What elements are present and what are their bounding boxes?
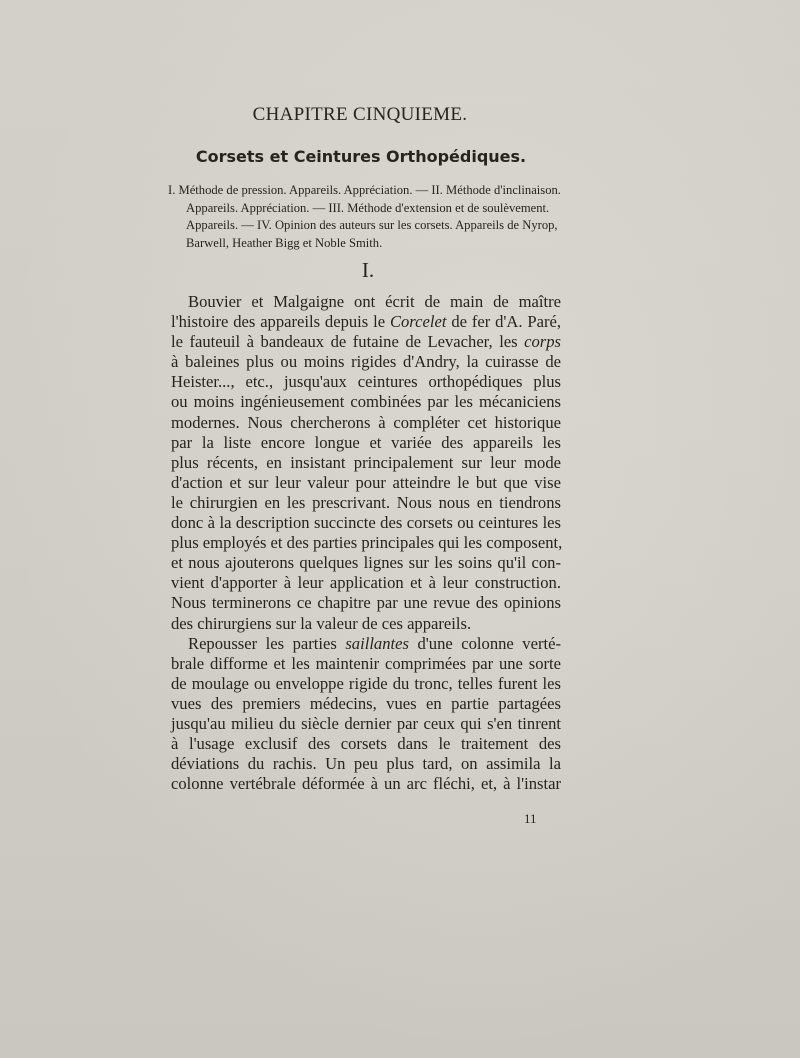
text-line: par la liste encore longue et variée des appareils les [171, 432, 561, 452]
italic-term: Corcelet [389, 312, 447, 332]
body-text [171, 292, 561, 794]
italic-term: corps [524, 332, 561, 352]
text-line: Nous terminerons ce chapitre par une revue des opinions [171, 593, 561, 613]
text-line: jusqu'au milieu du siècle dernier par ceux qui s'en tinrent [171, 713, 561, 733]
section-title: Corsets et Ceintures Orthopédiques. [195, 147, 527, 166]
summary-line: Appareils. — IV. Opinion des auteurs sur les corsets. Appareils de Nyrop, [186, 218, 558, 233]
italic-term: saillantes [345, 633, 409, 653]
text-line: Repousser les parties saillantes d'une colonne verté- [188, 633, 561, 653]
summary-line: Appareils. Appréciation. — III. Méthode d'extension et de soulèvement. [186, 200, 550, 215]
chapter-summary [168, 182, 560, 252]
page-number: 11 [524, 811, 537, 826]
summary-line: I. Méthode de pression. Appareils. Appréciation. — II. Méthode d'inclinaison. [168, 183, 561, 197]
text-line: d'action et sur leur valeur pour atteindre le but que vise [171, 472, 561, 492]
text-line: plus employés et des parties principales qui les composent, [171, 533, 563, 553]
text-line: le chirurgien en les prescrivant. Nous nous en tiendrons [171, 492, 561, 512]
text-line: des chirurgiens sur la valeur de ces appareils. [171, 613, 472, 633]
text-line: vient d'apporter à leur application et à leur construction. [171, 573, 561, 593]
text-line: ou moins ingénieusement combinées par les mécaniciens [171, 392, 561, 412]
text-line: Bouvier et Malgaigne ont écrit de main de maître [188, 292, 561, 311]
text-line: donc à la description succincte des corsets ou ceintures les [171, 513, 561, 533]
summary-line: Barwell, Heather Bigg et Noble Smith. [186, 235, 383, 250]
text-line: vues des premiers médecins, vues en partie partagées [171, 693, 561, 713]
text-line: déviations du rachis. Un peu plus tard, on assimila la [171, 754, 561, 774]
text-line: l'histoire des appareils depuis le Corcelet de fer d'A. Paré, [171, 312, 561, 332]
text-line: et nous ajouterons quelques lignes sur les soins qu'il con- [171, 553, 561, 573]
text-line: Heister..., etc., jusqu'aux ceintures orthopédiques plus [171, 372, 561, 392]
text-line: colonne vertébrale déformée à un arc fléchi, et, à l'instar [171, 774, 561, 794]
text-line: plus récents, en insistant principalement sur leur mode [171, 452, 561, 472]
text-line: le fauteuil à bandeaux de futaine de Levacher, les corps [171, 332, 561, 352]
text-line: de moulage ou enveloppe rigide du tronc, telles furent les [171, 673, 561, 693]
text-line: brale difforme et les maintenir comprimées par une sorte [171, 653, 561, 673]
chapter-title: CHAPITRE CINQUIEME. [252, 104, 468, 125]
text-line: à l'usage exclusif des corsets dans le traitement des [171, 734, 561, 754]
section-number: I. [361, 258, 375, 282]
text-line: modernes. Nous chercherons à compléter cet historique [171, 412, 561, 432]
text-line: à baleines plus ou moins rigides d'Andry, la cuirasse de [171, 352, 561, 372]
